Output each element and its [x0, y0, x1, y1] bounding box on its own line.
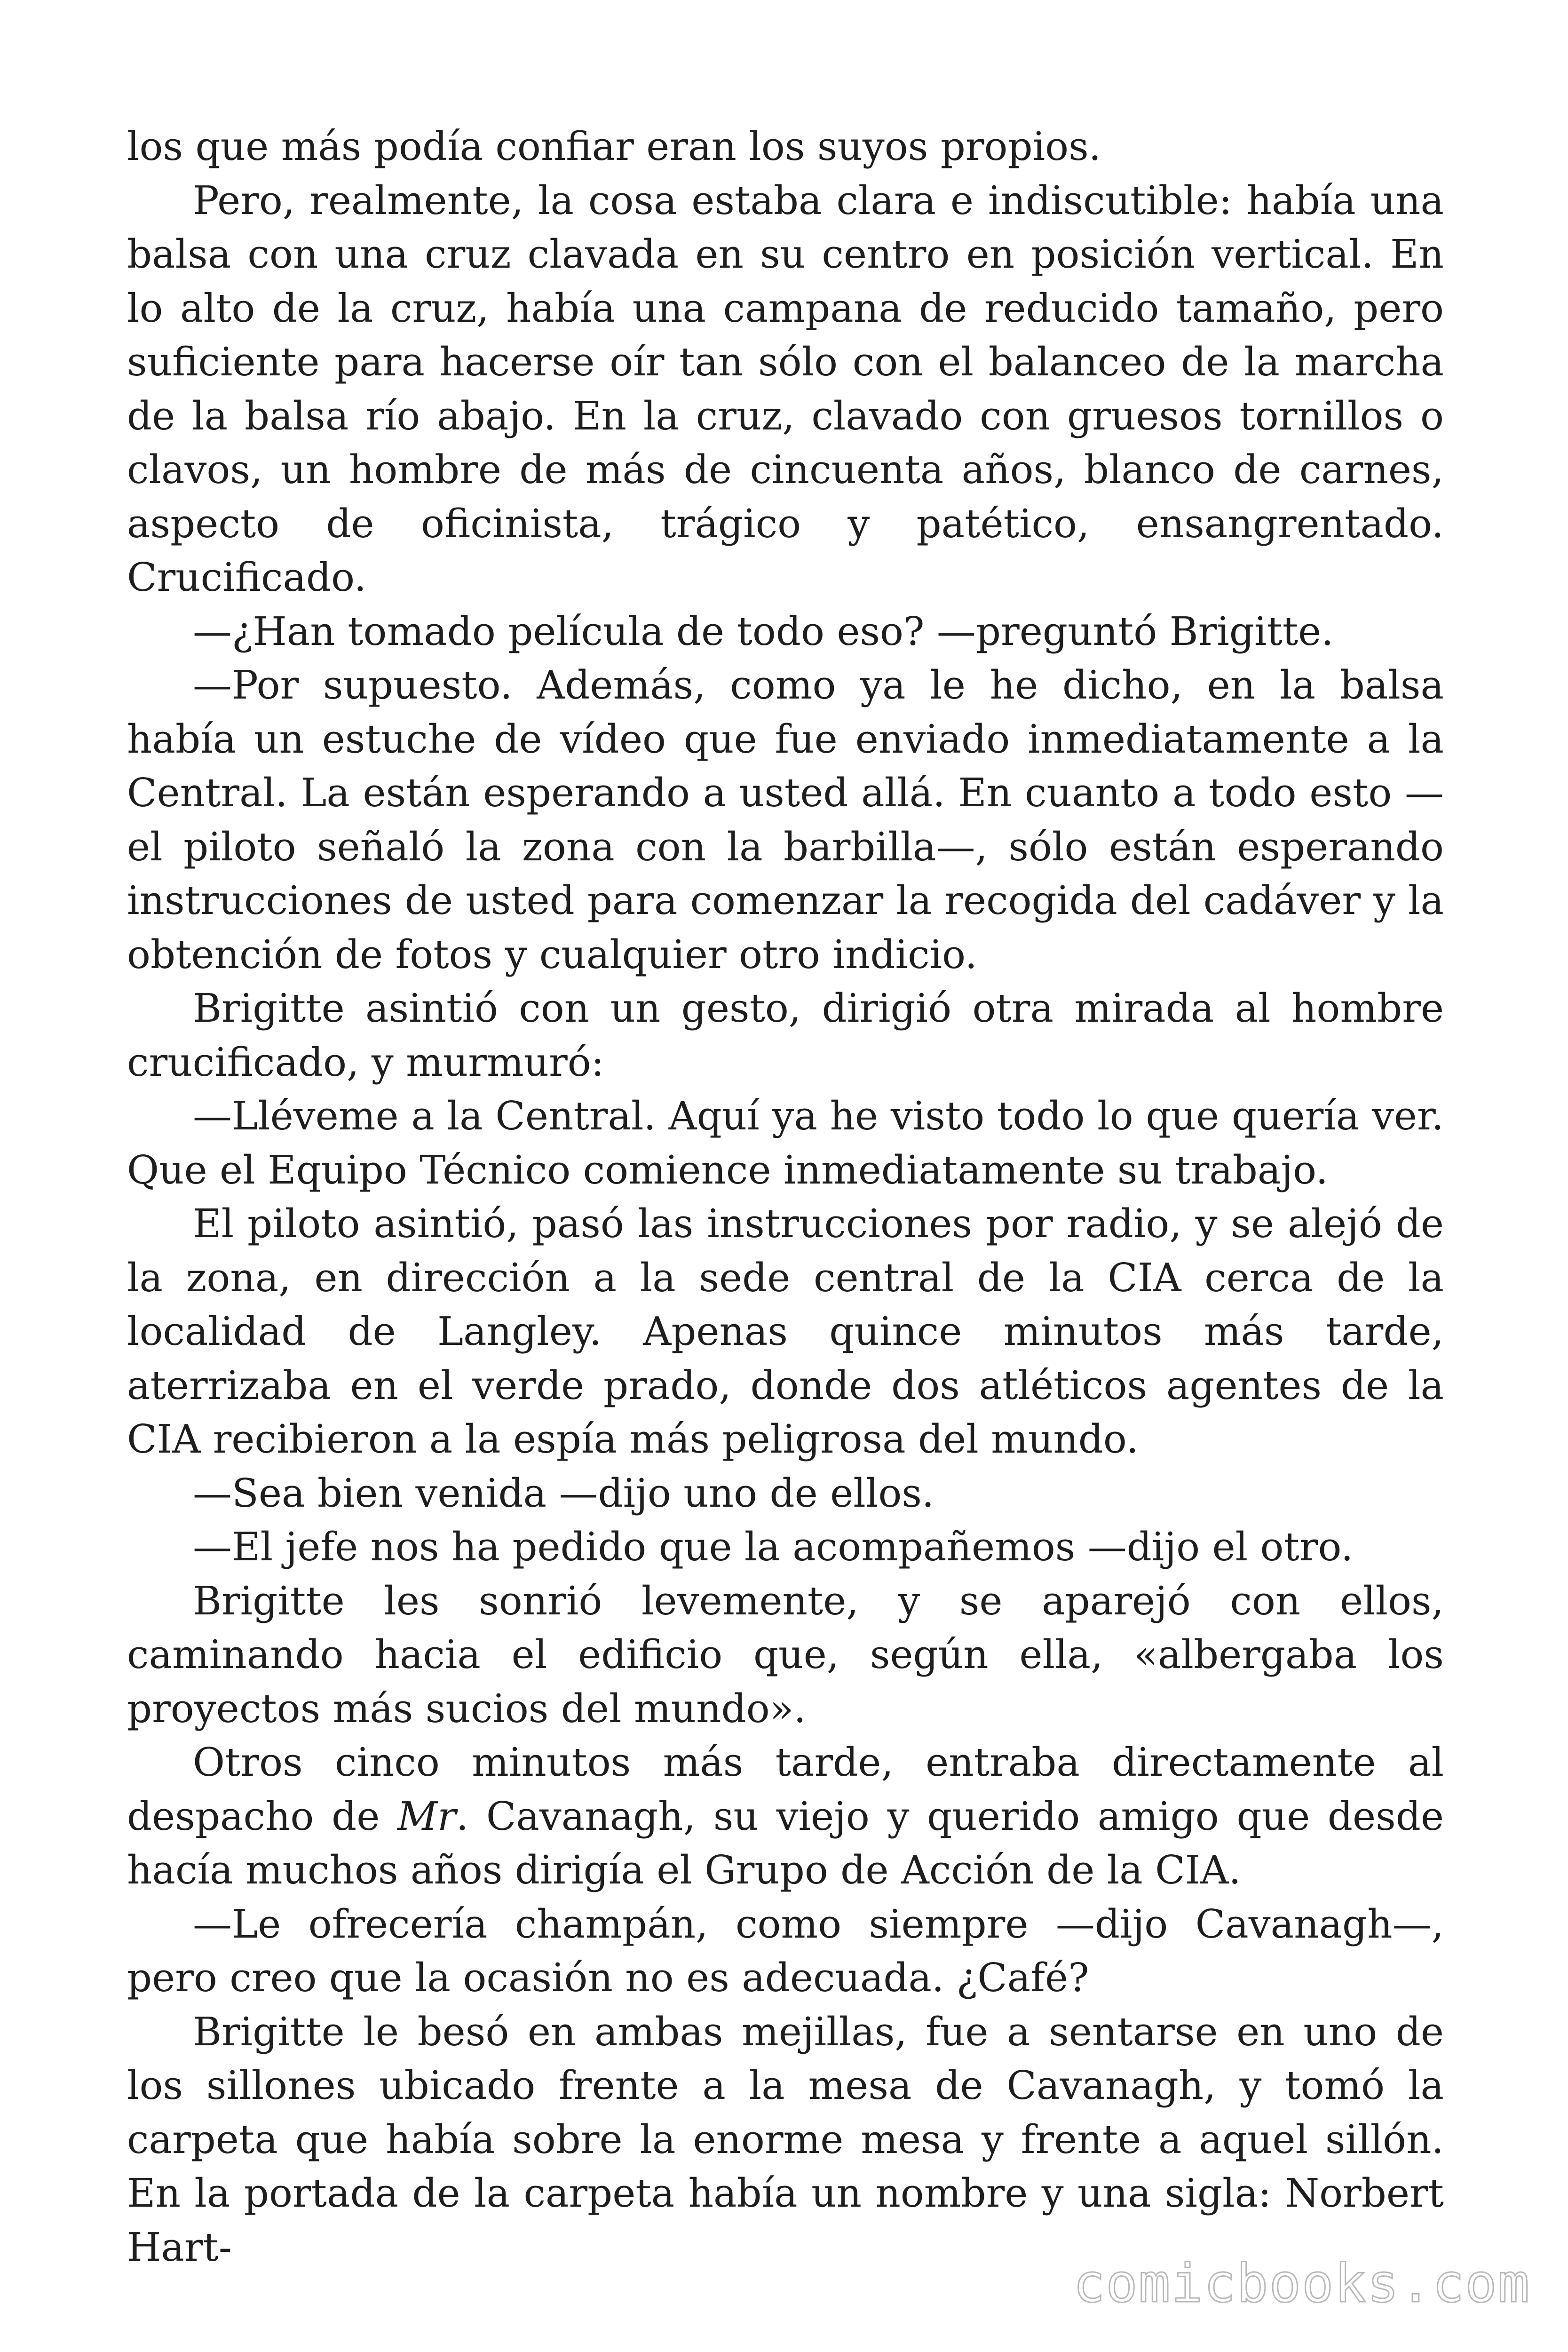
paragraph-text: Otros cinco minutos más tarde, entraba directamente al despacho de	[127, 1740, 1444, 1839]
paragraph	[127, 1467, 1444, 1521]
paragraph-text: —Lléveme a la Central. Aquí ya he visto todo lo que quería ver. Que el Equipo Técnico comience inmediatamente su trabajo.	[127, 1093, 1444, 1193]
paragraph	[127, 1574, 1444, 1736]
paragraph-text: Brigitte le besó en ambas mejillas, fue a sentarse en uno de los sillones ubicado frente a la mesa de Cavanagh, y tomó la carpeta que había sobre la enorme mesa y frente a aquel sillón. En la portada de la carpeta había un nombre y una sigla: Norbert Hart-	[127, 2009, 1444, 2270]
paragraph	[127, 1089, 1444, 1197]
paragraph	[127, 1520, 1444, 1574]
paragraph	[127, 605, 1444, 659]
paragraph-text: —Por supuesto. Además, como ya le he dicho, en la balsa había un estuche de vídeo que fue enviado inmediatamente a la Central. La están esperando a usted allá. En cuanto a todo esto —el piloto señaló la zona con la barbilla—, sólo están esperando instrucciones de usted para comenzar la recogida del cadáver y la obtención de fotos y cualquier otro indicio.	[127, 662, 1444, 977]
page-body	[127, 120, 1444, 2274]
paragraph	[127, 659, 1444, 982]
paragraph	[127, 982, 1444, 1089]
paragraph-text: Pero, realmente, la cosa estaba clara e indiscutible: había una balsa con una cruz clavada en su centro en posición vertical. En lo alto de la cruz, había una campana de reducido tamaño, pero suficiente para hacerse oír tan sólo con el balanceo de la marcha de la balsa río abajo. En la cruz, clavado con gruesos tornillos o clavos, un hombre de más de cincuenta años, blanco de carnes, aspecto de oficinista, trágico y patético, ensangrentado. Crucificado.	[127, 177, 1444, 600]
paragraph-text: Brigitte asintió con un gesto, dirigió otra mirada al hombre crucificado, y murmuró:	[127, 985, 1444, 1085]
paragraph-text: los que más podía confiar eran los suyos propios.	[127, 124, 1101, 169]
paragraph-text: Brigitte les sonrió levemente, y se aparejó con ellos, caminando hacia el edificio que, según ella, «albergaba los proyectos más sucios del mundo».	[127, 1578, 1444, 1732]
paragraph-text: —Sea bien venida —dijo uno de ellos.	[193, 1470, 934, 1516]
paragraph-text: —El jefe nos ha pedido que la acompañemos —dijo el otro.	[193, 1524, 1354, 1570]
paragraph	[127, 2005, 1444, 2275]
paragraph	[127, 1197, 1444, 1467]
italic-text: Mr	[397, 1793, 456, 1839]
paragraph-text: El piloto asintió, pasó las instrucciones por radio, y se alejó de la zona, en dirección a la sede central de la CIA cerca de la localidad de Langley. Apenas quince minutos más tarde, aterrizaba en el verde prado, donde dos atléticos agentes de la CIA recibieron a la espía más peligrosa del mundo.	[127, 1201, 1444, 1462]
paragraph	[127, 1898, 1444, 2005]
paragraph	[127, 1736, 1444, 1898]
paragraph	[127, 174, 1444, 605]
paragraph-text: —Le ofrecería champán, como siempre —dijo Cavanagh—, pero creo que la ocasión no es adecuada. ¿Café?	[127, 1901, 1444, 2001]
watermark: comicbooks.com	[1073, 2253, 1530, 2314]
paragraph-text: . Cavanagh, su viejo y querido amigo que desde hacía muchos años dirigía el Grupo de Acción de la CIA.	[127, 1793, 1444, 1893]
paragraph	[127, 120, 1444, 174]
paragraph-text: —¿Han tomado película de todo eso? —preguntó Brigitte.	[193, 608, 1334, 654]
